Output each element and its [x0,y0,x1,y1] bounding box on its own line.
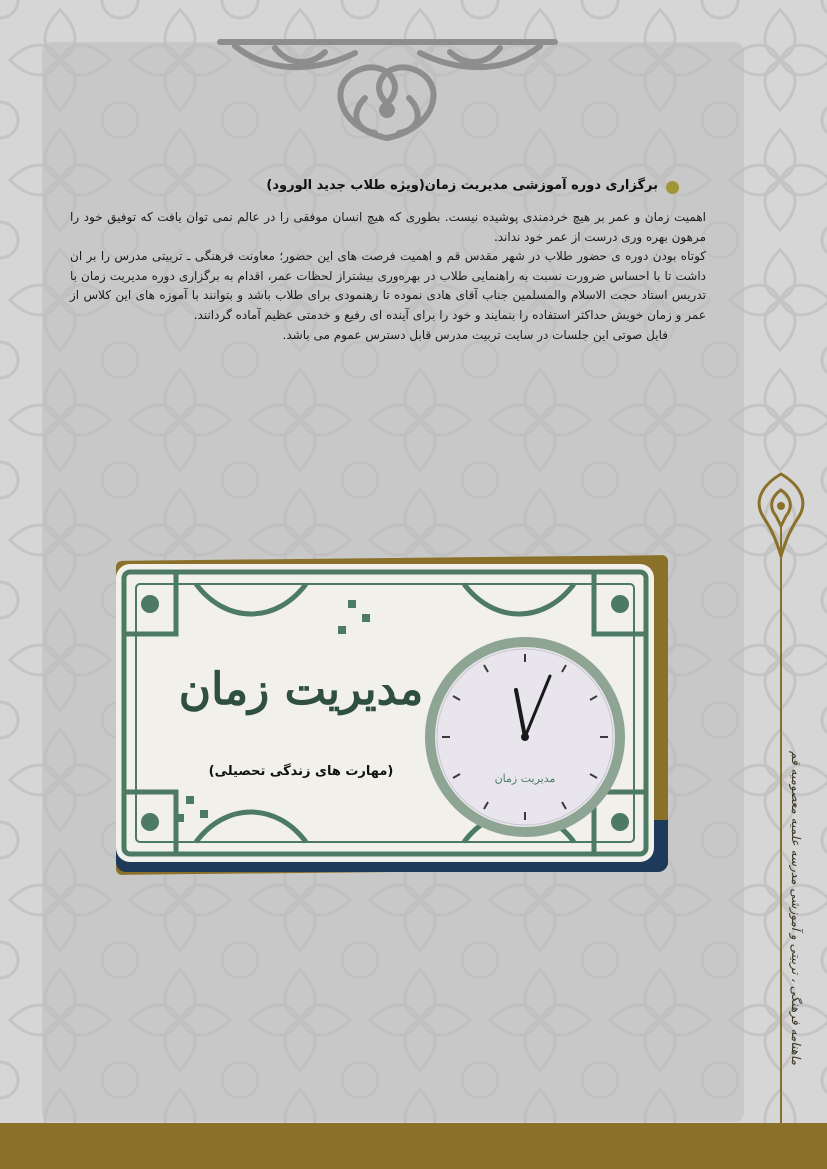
article-body [70,208,706,345]
clock-face-label: مدیریت زمان [494,772,556,785]
article-heading: برگزاری دوره آموزشی مدیریت زمان(ویژه طلاب جدید الورود) [266,178,658,193]
banner-card [116,564,654,862]
side-title-text: ماهنامه فرهنگی ، تربیتی و آموزشی مدرسه علمیه معصومیه قم [789,751,803,1066]
clock-icon [420,632,630,842]
banner-image [110,558,670,878]
heading-bullet-icon [666,181,679,194]
top-ornament-icon [215,38,560,148]
paragraph-audio: فایل صوتی این جلسات در سایت تربیت مدرس قابل دسترس عموم می باشد. [282,327,668,342]
magazine-side-title [778,751,814,1066]
paragraph-intro: اهمیت زمان و عمر بر هیچ خردمندی پوشیده نیست. بطوری که هیچ انسان موفقی را در عالم نمی توان یافت که توفیق خود را مرهون بهره وری درست از عمر خود نداند. [70,210,706,244]
bottom-bar [0,1123,827,1169]
banner-subtitle: (مهارت های زندگی تحصیلی) [208,764,394,779]
banner-title: مدیریت زمان [178,664,424,715]
paragraph-course: کوتاه بودن دوره ی حضور طلاب در شهر مقدس قم و اهمیت فرصت های این حضور؛ معاونت فرهنگی ـ تربیتی مدرس را بر ان داشت تا با احساس ضرورت نسبت به راهنمایی طلاب در بهره‌وری بیشتراز لحظات عمر، اقدام به برگزاری دوره مدیریت زمان با تدریس استاد حجت الاسلام والمسلمین جناب آقای هادی نموده تا رهنمودی برای طلاب باشد و بتوانند با آموزه های این کلاس از عمر و زمان خویش حداکثر استفاده را بنمایند و خود را برای آینده ای رفیع و خدمتی عظیم آماده گردانند. [70,249,706,322]
side-ornament-icon [748,470,814,560]
